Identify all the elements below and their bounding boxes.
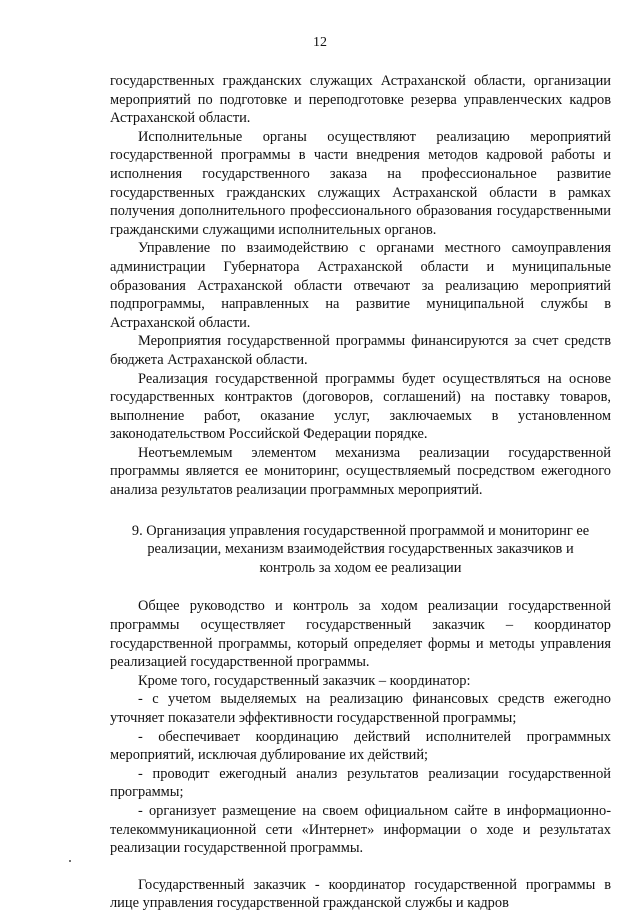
list-item-website: - организует размещение на своем официальном сайте в информационно-телекоммуникационной сети «Интернет» информации о ходе и результатах реализации государственной программы. — [110, 802, 611, 857]
paragraph-monitoring: Неотъемлемым элементом механизма реализации государственной программы является ее мониторинг, осуществляемый посредством ежегодного анализа результатов реализации программных мероприятий. — [110, 444, 611, 499]
page-number: 12 — [313, 35, 327, 50]
document-body — [110, 72, 611, 913]
paragraph-continuation: государственных гражданских служащих Астраханской области, организации мероприятий по подготовке и переподготовке резерва управленческих кадров Астраханской области. — [110, 73, 611, 127]
list-item-coordination: - обеспечивает координацию действий исполнителей программных мероприятий, исключая дублирование их действий; — [110, 728, 611, 764]
paragraph-final: Государственный заказчик - координатор государственной программы в лице управления государственной гражданской службы и кадров — [110, 876, 611, 912]
paragraph-general-management: Общее руководство и контроль за ходом реализации государственной программы осуществляет государственный заказчик – координатор государственной программы, который определяет формы и методы управления реализацией государственной программы. — [110, 598, 611, 671]
paragraph-coordinator-intro: Кроме того, государственный заказчик – координатор: — [138, 672, 471, 689]
section-heading: 9. Организация управления государственной программой и мониторинг ее реализации, механизм взаимодействия государственных заказчиков и контроль за ходом ее реализации — [131, 522, 590, 576]
paragraph-executive-bodies: Исполнительные органы осуществляют реализацию мероприятий государственной программы в части внедрения методов кадровой работы и исполнения государственного заказа на профессиональное развитие государственных гражданских служащих Астраханской области в рамках получения дополнительного профессионального образования государственными гражданскими служащими исполнительных органов. — [110, 128, 611, 238]
paragraph-local-government: Управление по взаимодействию с органами местного самоуправления администрации Губернатора Астраханской области и муниципальные образования Астраханской области отвечают за реализацию мероприятий подпрограммы, направленных на развитие муниципальной службы в Астраханской области. — [110, 240, 611, 331]
paragraph-contracts: Реализация государственной программы будет осуществляться на основе государственных контрактов (договоров, соглашений) на поставку товаров, выполнение работ, оказание услуг, заключаемых в установленном законодательством Российской Федерации порядке. — [110, 370, 611, 443]
list-item-efficiency: - с учетом выделяемых на реализацию финансовых средств ежегодно уточняет показатели эффективности государственной программы; — [110, 691, 611, 726]
scan-speck — [69, 860, 71, 862]
list-item-annual-analysis: - проводит ежегодный анализ результатов реализации государственной программы; — [110, 765, 611, 801]
paragraph-financing: Мероприятия государственной программы финансируются за счет средств бюджета Астраханской области. — [110, 333, 611, 368]
